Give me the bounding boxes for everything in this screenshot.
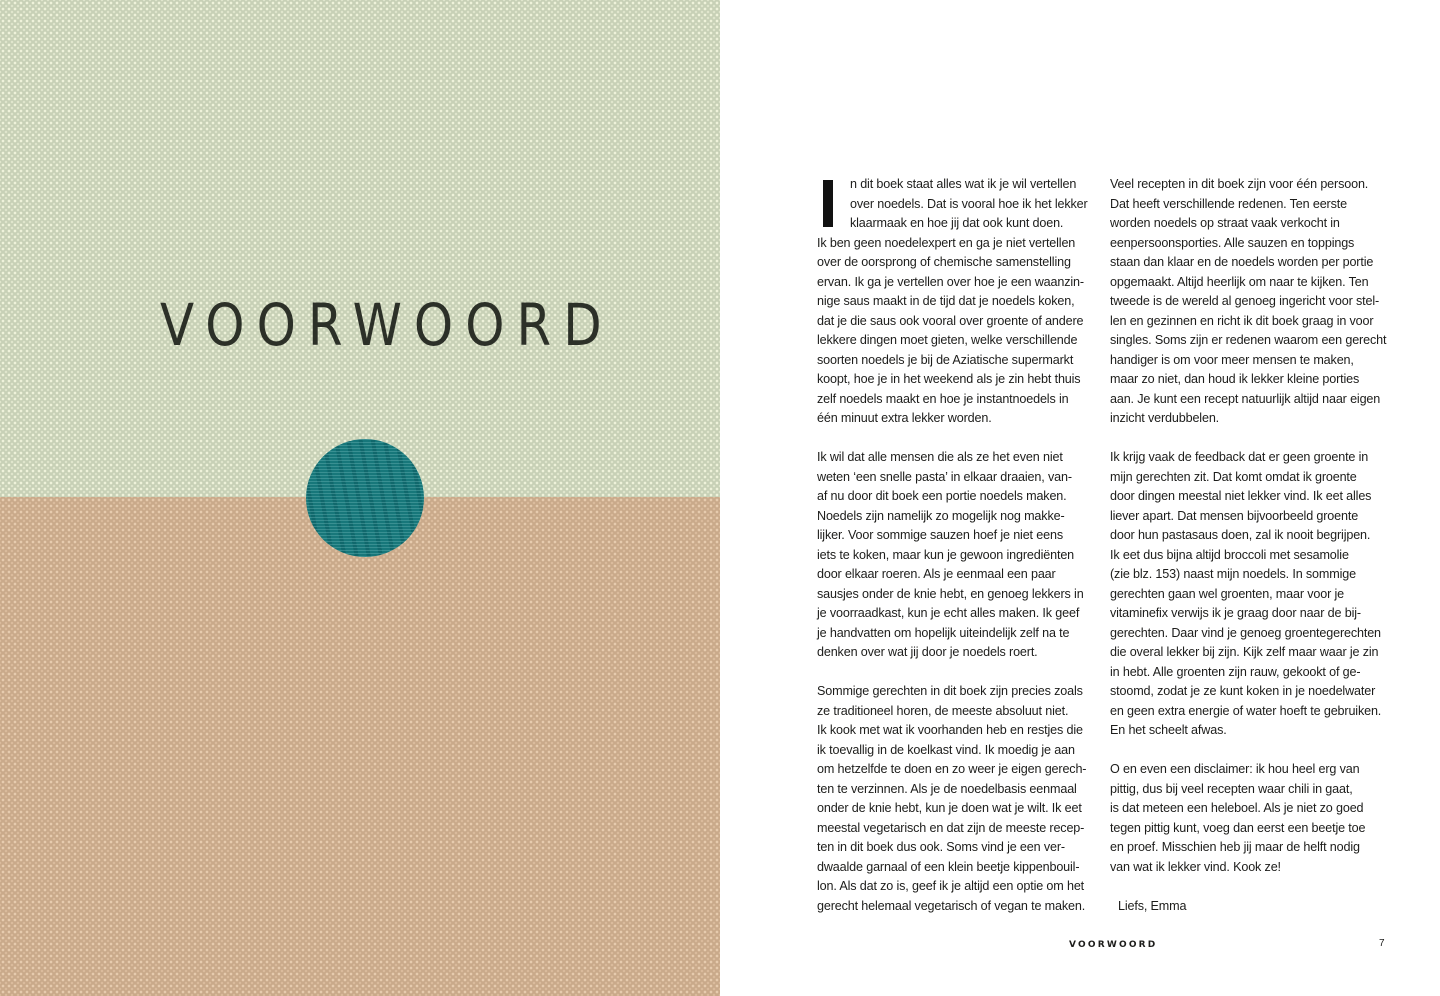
text-line: eenpersoonsporties. Alle sauzen en toppings <box>1110 235 1355 250</box>
text-line: Dat heeft verschillende redenen. Ten eerste <box>1110 196 1347 211</box>
text-line: over de oorsprong of chemische samenstelling <box>817 255 1071 269</box>
text-line: gerechten. Daar vind je genoeg groentegerechten <box>1110 625 1381 640</box>
text-line: je handvatten om hopelijk uiteindelijk zelf na te <box>817 625 1070 640</box>
text-line: die overal lekker bij zijn. Kijk zelf maar waar je zin <box>1110 645 1379 659</box>
text-line: mijn gerechten zit. Dat komt omdat ik groente <box>1110 469 1357 484</box>
text-line: van wat ik lekker vind. Kook ze! <box>1110 859 1281 874</box>
text-line: aan. Je kunt een recept natuurlijk altijd naar eigen <box>1110 391 1381 406</box>
text-line: en proef. Misschien heb jij maar de helft nodig <box>1110 840 1360 854</box>
text-line: n dit boek staat alles wat ik je wil vertellen <box>850 177 1077 191</box>
running-footer-title: VOORWOORD <box>1069 940 1158 950</box>
text-line: ze traditioneel horen, de meeste absoluut niet. <box>817 703 1069 718</box>
text-line: dwaalde garnaal of een klein beetje kippenbouil- <box>817 859 1080 874</box>
text-line: ervan. Ik ga je vertellen over hoe je een waanzin- <box>817 274 1084 289</box>
text-line: (zie blz. 153) naast mijn noedels. In sommige <box>1110 567 1356 581</box>
paragraph-1 <box>817 175 1097 429</box>
text-line: vitaminefix verwijs ik je graag door naar de bij- <box>1110 606 1361 620</box>
text-line: onder de knie hebt, kun je doen wat je wilt. Ik eet <box>817 801 1082 815</box>
paragraph-4 <box>1110 175 1395 429</box>
text-line: len en gezinnen en richt ik dit boek graag in voor <box>1110 313 1374 328</box>
text-line: over noedels. Dat is vooral hoe ik het lekker <box>850 196 1088 211</box>
right-page-text <box>720 0 1440 996</box>
text-line: je voorraadkast, kun je echt alles maken. Ik geef <box>817 606 1080 620</box>
text-column-right <box>1110 175 1395 936</box>
text-line: klaarmaak en hoe jij dat ook kunt doen. <box>850 216 1064 230</box>
paragraph-5 <box>1110 448 1395 741</box>
text-line: pittig, dus bij veel recepten waar chili in gaat, <box>1110 781 1353 796</box>
text-line: Noedels zijn namelijk zo mogelijk nog makke- <box>817 508 1065 523</box>
text-line: inzicht verdubbelen. <box>1110 411 1220 425</box>
text-line: lekkere dingen moet gieten, welke verschillende <box>817 333 1078 347</box>
drop-cap-i <box>823 180 833 227</box>
text-line: Ik krijg vaak de feedback dat er geen groente in <box>1110 450 1369 464</box>
text-line: door dingen meestal niet lekker vind. Ik eet alles <box>1110 489 1372 503</box>
green-dotted-background <box>0 0 720 497</box>
page-number: 7 <box>1379 938 1385 949</box>
text-line: door hun pastasaus doen, zal ik nooit begrijpen. <box>1110 528 1371 542</box>
text-line: dat je die saus ook vooral over groente of andere <box>817 313 1084 328</box>
text-line: denken over wat jij door je noedels roert. <box>817 645 1038 659</box>
text-line: nige saus maakt in de tijd dat je noedels koken, <box>817 294 1075 308</box>
paragraph-2 <box>817 448 1097 663</box>
text-line: ik toevallig in de koelkast vind. Ik moedig je aan <box>817 742 1075 757</box>
text-line: is dat meteen een heleboel. Als je niet zo goed <box>1110 801 1364 815</box>
chapter-title: VOORWOORD <box>160 291 614 359</box>
text-line: door elkaar roeren. Als je eenmaal een paar <box>817 567 1056 581</box>
signoff: Liefs, Emma <box>1118 898 1187 913</box>
text-line: lon. Als dat zo is, geef ik je altijd een optie om het <box>817 879 1085 893</box>
text-line: soorten noedels je bij de Aziatische supermarkt <box>817 352 1074 367</box>
text-line: koopt, hoe je in het weekend als je zin hebt thuis <box>817 372 1081 386</box>
text-line: handiger is om voor meer mensen te maken, <box>1110 352 1354 367</box>
text-line: meestal vegetarisch en dat zijn de meeste recep- <box>817 820 1085 835</box>
text-line: O en even een disclaimer: ik hou heel erg van <box>1110 762 1360 776</box>
text-line: tweede is de wereld al genoeg ingericht voor stel- <box>1110 294 1380 308</box>
text-line: Ik ben geen noedelexpert en ga je niet vertellen <box>817 235 1076 250</box>
text-line: Ik wil dat alle mensen die als ze het even niet <box>817 450 1063 464</box>
text-line: Veel recepten in dit boek zijn voor één persoon. <box>1110 177 1369 191</box>
text-line: gerechten gaan wel groenten, maar voor je <box>1110 586 1344 601</box>
text-line: staan dan klaar en de noedels worden per portie <box>1110 255 1374 269</box>
text-line: om hetzelfde te doen en zo weer je eigen gerech- <box>817 762 1087 776</box>
text-line: gerecht helemaal vegetarisch of vegan te maken. <box>817 898 1086 913</box>
text-line: zelf noedels maakt en hoe je instantnoedels in <box>817 391 1069 406</box>
text-line: één minuut extra lekker worden. <box>817 411 992 425</box>
text-line: Sommige gerechten in dit boek zijn precies zoals <box>817 684 1083 698</box>
text-line: sausjes onder de knie hebt, en genoeg lekkers in <box>817 586 1084 601</box>
paragraph-3 <box>817 682 1097 916</box>
text-line: worden noedels op straat vaak verkocht in <box>1110 216 1340 230</box>
teal-circle-graphic <box>306 439 424 557</box>
text-line: tegen pittig kunt, voeg dan eerst een beetje toe <box>1110 820 1366 835</box>
text-line: maar zo niet, dan houd ik lekker kleine porties <box>1110 372 1360 386</box>
text-line: stoomd, zodat je ze kunt koken in je noedelwater <box>1110 684 1376 698</box>
paragraph-6 <box>1110 760 1395 877</box>
text-line: ten in dit boek dus ook. Soms vind je een ver- <box>817 840 1065 854</box>
tan-dotted-background <box>0 497 720 996</box>
text-line: liever apart. Dat mensen bijvoorbeeld groente <box>1110 508 1359 523</box>
text-line: singles. Soms zijn er redenen waarom een gerecht <box>1110 333 1387 347</box>
text-line: lijker. Voor sommige sauzen hoef je niet eens <box>817 528 1063 542</box>
text-line: Ik eet dus bijna altijd broccoli met sesamolie <box>1110 547 1349 562</box>
text-line: af nu door dit boek een portie noedels maken. <box>817 489 1067 503</box>
text-line: Ik kook met wat ik voorhanden heb en restjes die <box>817 723 1083 737</box>
text-line: ten te verzinnen. Als je de noedelbasis eenmaal <box>817 781 1077 796</box>
text-line: en geen extra energie of water hoeft te gebruiken. <box>1110 703 1382 718</box>
text-line: iets te koken, maar kun je gewoon ingrediënten <box>817 547 1075 562</box>
text-line: weten ‘een snelle pasta’ in elkaar draaien, van- <box>817 469 1072 484</box>
text-line: En het scheelt afwas. <box>1110 723 1227 737</box>
text-line: in hebt. Alle groenten zijn rauw, gekookt of ge- <box>1110 664 1361 679</box>
text-column-left <box>817 175 1097 936</box>
text-line: opgemaakt. Altijd heerlijk om naar te kijken. Ten <box>1110 274 1369 289</box>
